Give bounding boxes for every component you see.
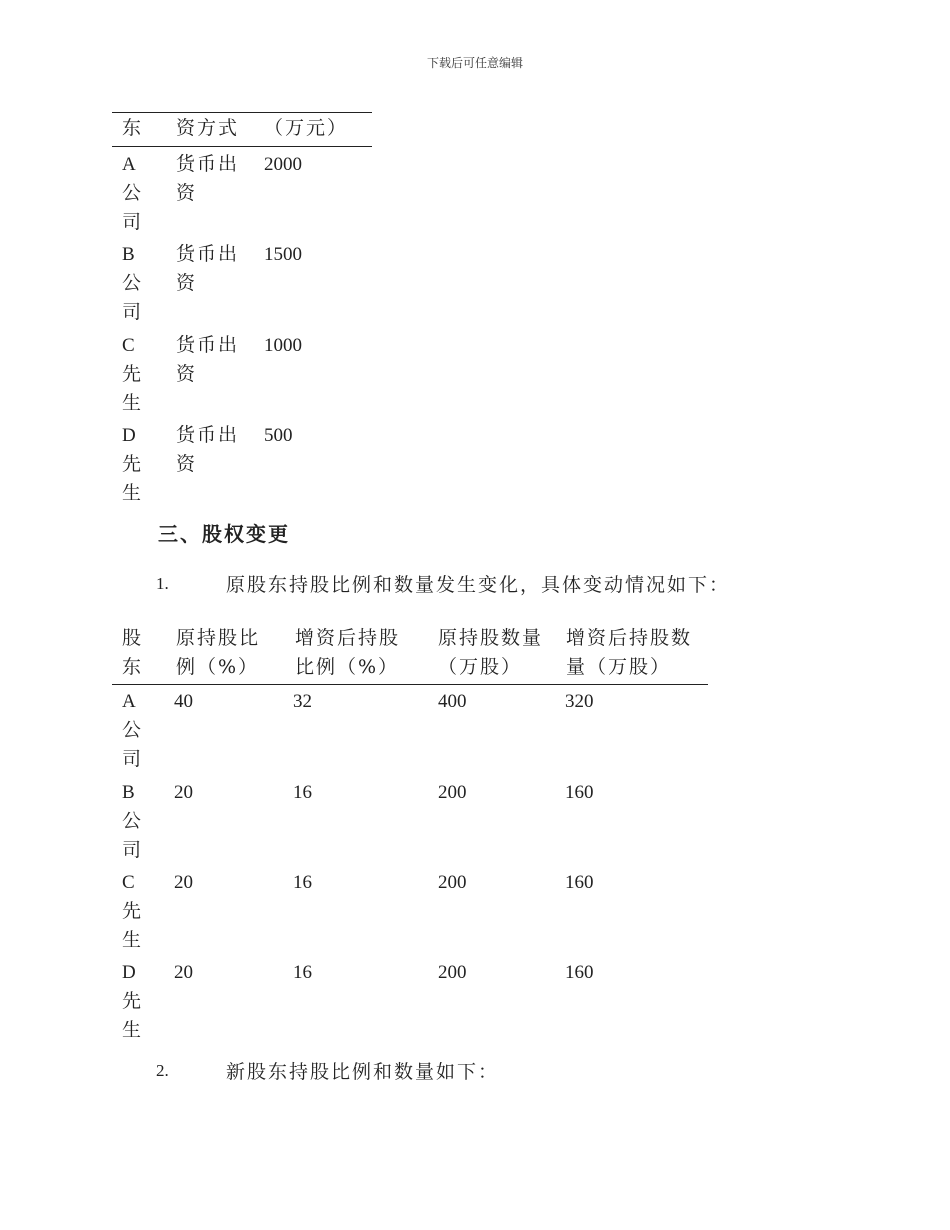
table1-row-d-name: D 先 生 <box>122 425 144 504</box>
table1-header-method: 资方式 <box>176 117 240 139</box>
table2-row-c-orig-qty: 200 <box>438 872 467 893</box>
table1-row-a-method: 货币出 资 <box>176 153 240 204</box>
table1-row-c-method: 货币出 资 <box>176 334 240 385</box>
table2-row-d-name: D 先 生 <box>122 962 144 1041</box>
item1-label: 1. <box>156 574 169 593</box>
table1-row-b-method: 货币出 资 <box>176 243 240 294</box>
table1-row-a-name: A 公 司 <box>122 154 144 233</box>
table2-header-orig-qty: 原持股数量 （万股） <box>438 627 544 678</box>
table2-row-b-new-qty: 160 <box>565 782 594 803</box>
table2-header-new-qty: 增资后持股数 量（万股） <box>566 627 693 678</box>
table2-row-c-new-pct: 16 <box>293 872 312 893</box>
table1-row-b-amount: 1500 <box>264 244 302 265</box>
table2-row-b-orig-qty: 200 <box>438 782 467 803</box>
table2-header-shareholder: 股 东 <box>122 627 144 678</box>
table2-row-c-new-qty: 160 <box>565 872 594 893</box>
table2-header-new-pct: 增资后持股 比例（%） <box>295 627 401 678</box>
table2-row-a-orig-pct: 40 <box>174 691 193 712</box>
table2-header-rule <box>112 684 708 685</box>
table1-top-rule <box>112 112 372 113</box>
table2-row-a-orig-qty: 400 <box>438 691 467 712</box>
item2-label: 2. <box>156 1061 169 1080</box>
table1-row-c-name: C 先 生 <box>122 335 144 414</box>
table2-row-a-name: A 公 司 <box>122 691 144 770</box>
table2-row-b-name: B 公 司 <box>122 782 144 861</box>
section-heading: 三、股权变更 <box>158 522 290 546</box>
item2-text: 新股东持股比例和数量如下： <box>226 1061 500 1083</box>
table1-row-a-amount: 2000 <box>264 154 302 175</box>
table1-row-b-name: B 公 司 <box>122 244 144 323</box>
table2-row-d-orig-pct: 20 <box>174 962 193 983</box>
page-header: 下载后可任意编辑 <box>426 56 523 70</box>
table2-row-d-new-pct: 16 <box>293 962 312 983</box>
table2-row-b-orig-pct: 20 <box>174 782 193 803</box>
table1-header-rule <box>112 146 372 147</box>
item1-text: 原股东持股比例和数量发生变化，具体变动情况如下： <box>226 574 731 596</box>
table1-row-c-amount: 1000 <box>264 335 302 356</box>
table1-row-d-amount: 500 <box>264 425 293 446</box>
table1-header-shareholder: 东 <box>122 117 144 139</box>
table2-row-a-new-pct: 32 <box>293 691 312 712</box>
table2-header-orig-pct: 原持股比 例（%） <box>176 627 261 678</box>
table2-row-d-new-qty: 160 <box>565 962 594 983</box>
table2-row-b-new-pct: 16 <box>293 782 312 803</box>
table2-row-a-new-qty: 320 <box>565 691 594 712</box>
table2-row-c-name: C 先 生 <box>122 872 144 951</box>
table2-row-d-orig-qty: 200 <box>438 962 467 983</box>
table2-row-c-orig-pct: 20 <box>174 872 193 893</box>
table1-row-d-method: 货币出 资 <box>176 424 240 475</box>
table1-header-amount: （万元） <box>264 117 349 139</box>
